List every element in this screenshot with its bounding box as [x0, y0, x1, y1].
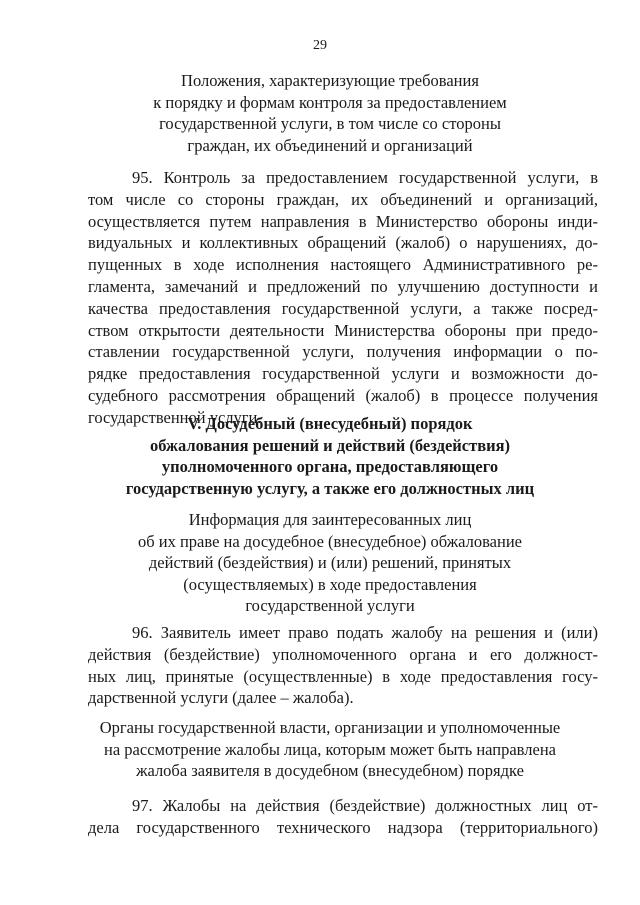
paragraph-line: дела государственного технического надзора (территориального) — [88, 817, 598, 837]
paragraph-line: действия (бездействие) уполномоченного органа и его должност- — [88, 644, 598, 664]
page-number: 29 — [313, 38, 327, 53]
paragraph-line: том числе со стороны граждан, их объединений и организаций, — [88, 189, 598, 209]
paragraph-line: видуальных и коллективных обращений (жалоб) о нарушениях, до- — [88, 233, 598, 253]
paragraph-line: 97. Жалобы на действия (бездействие) должностных лиц от- — [132, 796, 598, 815]
paragraph-95 — [88, 167, 598, 429]
heading-line: государственной услуги — [245, 596, 415, 615]
heading-line: государственной услуги, в том числе со стороны — [159, 114, 501, 133]
paragraph-line: 96. Заявитель имеет право подать жалобу на решения и (или) — [132, 623, 598, 642]
paragraph-line: ством открытости деятельности Министерства обороны при предо- — [88, 320, 598, 340]
heading-line: уполномоченного органа, предоставляющего — [161, 457, 499, 476]
heading-line: Информация для заинтересованных лиц — [188, 510, 472, 529]
heading-line: Органы государственной власти, организации и уполномоченные — [99, 718, 561, 737]
heading-information — [60, 509, 600, 617]
paragraph-line: пущенных в ходе исполнения настоящего Административного ре- — [88, 255, 598, 275]
paragraph-line: гламента, замечаний и предложений по улучшению доступности и — [88, 276, 598, 296]
paragraph-line: ставлении государственной услуги, получения информации о по- — [88, 342, 598, 362]
heading-complaint-organs — [60, 717, 600, 782]
heading-line: граждан, их объединений и организаций — [187, 135, 473, 155]
heading-line: государственную услугу, а также его должностных лиц — [125, 478, 535, 498]
heading-line: жалоба заявителя в досудебном (внесудебном) порядке — [136, 761, 524, 780]
paragraph-line: дарственной услуги (далее – жалоба). — [88, 688, 354, 708]
paragraph-line: осуществляется путем направления в Министерство обороны инди- — [88, 211, 598, 231]
heading-line: (осуществляемых) в ходе предоставления — [183, 574, 477, 594]
paragraph-97 — [88, 795, 598, 839]
heading-line: обжалования решений и действий (бездействия) — [149, 435, 511, 455]
paragraph-line: государственной услуги. — [88, 407, 262, 427]
heading-section-5 — [70, 413, 590, 499]
heading-control-requirements — [60, 70, 600, 156]
heading-line: об их праве на досудебное (внесудебное) обжалование — [138, 531, 522, 551]
heading-line: к порядку и формам контроля за предоставлением — [153, 92, 507, 112]
paragraph-line: ных лиц, принятые (осуществленные) в ходе предоставления госу- — [88, 666, 598, 686]
paragraph-line: рядке предоставления государственной услуги и возможности до- — [88, 364, 598, 384]
heading-line: V. Досудебный (внесудебный) порядок — [187, 414, 473, 433]
heading-line: действий (бездействия) и (или) решений, принятых — [148, 553, 512, 572]
paragraph-line: 95. Контроль за предоставлением государственной услуги, в — [132, 168, 598, 187]
paragraph-line: судебного рассмотрения обращений (жалоб) в процессе получения — [88, 385, 598, 405]
paragraph-96 — [88, 622, 598, 709]
heading-line: Положения, характеризующие требования — [181, 71, 479, 90]
paragraph-line: качества предоставления государственной услуги, а также посред- — [88, 298, 598, 318]
heading-line: на рассмотрение жалобы лица, которым может быть направлена — [104, 739, 556, 759]
